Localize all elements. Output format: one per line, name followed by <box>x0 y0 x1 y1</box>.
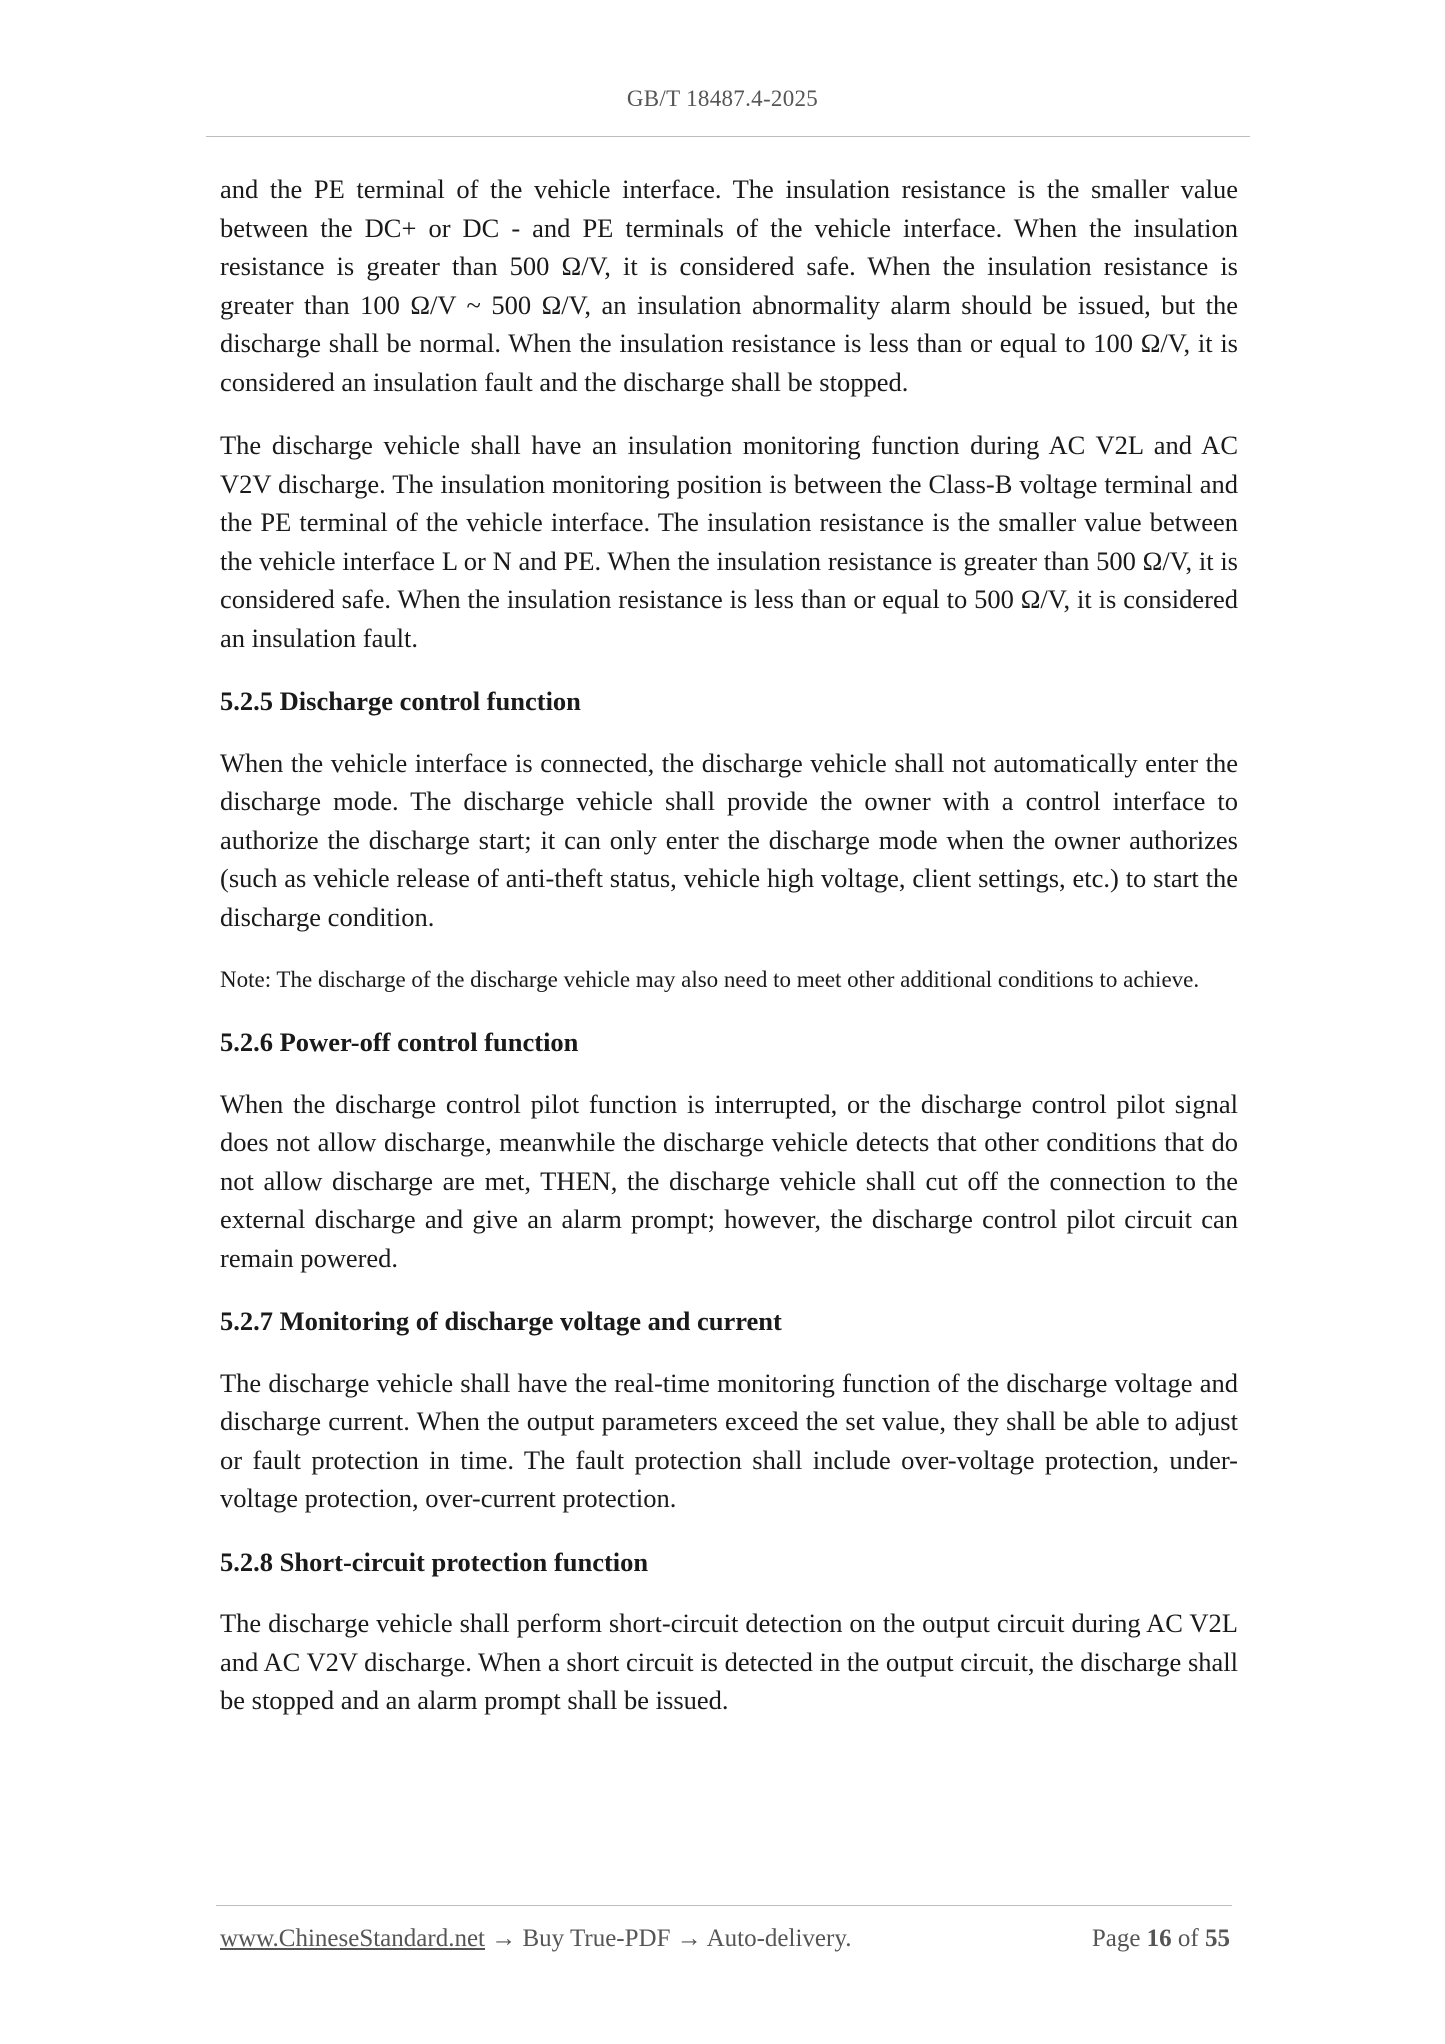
footer-tagline: → Buy True-PDF → Auto-delivery. <box>485 1925 852 1952</box>
footer-left <box>220 1925 851 1953</box>
page-body <box>220 170 1238 1745</box>
site-link[interactable]: www.ChineseStandard.net <box>220 1925 485 1952</box>
footer-divider <box>216 1905 1232 1906</box>
heading-5-2-8: 5.2.8 Short-circuit protection function <box>220 1546 649 1577</box>
paragraph-discharge-control: When the vehicle interface is connected, the discharge vehicle shall not automatically enter the discharge mode. The discharge vehicle shall provide the owner with a control interface to authorize the discharge start; it can only enter the discharge mode when the owner authorizes (such as vehicle release of anti-theft status, vehicle high voltage, client settings, etc.) to start the discharge condition. <box>220 747 1238 932</box>
page-header: GB/T 18487.4-2025 <box>626 86 819 111</box>
page-current: 16 <box>1146 1925 1172 1952</box>
page-total: 55 <box>1205 1925 1230 1952</box>
heading-5-2-6: 5.2.6 Power-off control function <box>220 1027 579 1057</box>
of-word: of <box>1177 1925 1199 1952</box>
note-discharge-conditions: Note: The discharge of the discharge vehicle may also need to meet other additional conditions to achieve. <box>220 967 1200 992</box>
heading-5-2-5: 5.2.5 Discharge control function <box>220 686 581 716</box>
paragraph-power-off-control: When the discharge control pilot function is interrupted, or the discharge control pilot signal does not allow discharge, meanwhile the discharge vehicle detects that other conditions that do not allow discharge are met, THEN, the discharge vehicle shall cut off the connection to the external discharge and give an alarm prompt; however, the discharge control pilot circuit can remain powered. <box>220 1088 1238 1273</box>
header-divider <box>206 136 1250 137</box>
paragraph-ac-insulation: The discharge vehicle shall have an insulation monitoring function during AC V2L and AC V2V discharge. The insulation monitoring position is between the Class-B voltage terminal and the PE terminal of the vehicle interface. The insulation resistance is the smaller value between the vehicle interface L or N and PE. When the insulation resistance is greater than 500 Ω/V, it is considered safe. When the insulation resistance is less than or equal to 500 Ω/V, it is considered an insulation fault. <box>220 430 1238 653</box>
paragraph-voltage-current-monitoring: The discharge vehicle shall have the real-time monitoring function of the discharge voltage and discharge current. When the output parameters exceed the set value, they shall be able to adjust or fault protection in time. The fault protection shall include over-voltage protection, under-voltage protection, over-current protection. <box>220 1367 1238 1513</box>
paragraph-dc-insulation: and the PE terminal of the vehicle interface. The insulation resistance is the smaller value between the DC+ or DC - and PE terminals of the vehicle interface. When the insulation resistance is greater than 500 Ω/V, it is considered safe. When the insulation resistance is greater than 100 Ω/V ~ 500 Ω/V, an insulation abnormality alarm should be issued, but the discharge shall be normal. When the insulation resistance is less than or equal to 100 Ω/V, it is considered an insulation fault and the discharge shall be stopped. <box>220 174 1238 397</box>
paragraph-short-circuit-protection: The discharge vehicle shall perform short-circuit detection on the output circuit during AC V2L and AC V2V discharge. When a short circuit is detected in the output circuit, the discharge shall be stopped and an alarm prompt shall be issued. <box>220 1608 1238 1715</box>
heading-5-2-7: 5.2.7 Monitoring of discharge voltage and current <box>220 1306 782 1336</box>
page-indicator <box>1092 1925 1230 1953</box>
page-word: Page <box>1091 1925 1141 1952</box>
